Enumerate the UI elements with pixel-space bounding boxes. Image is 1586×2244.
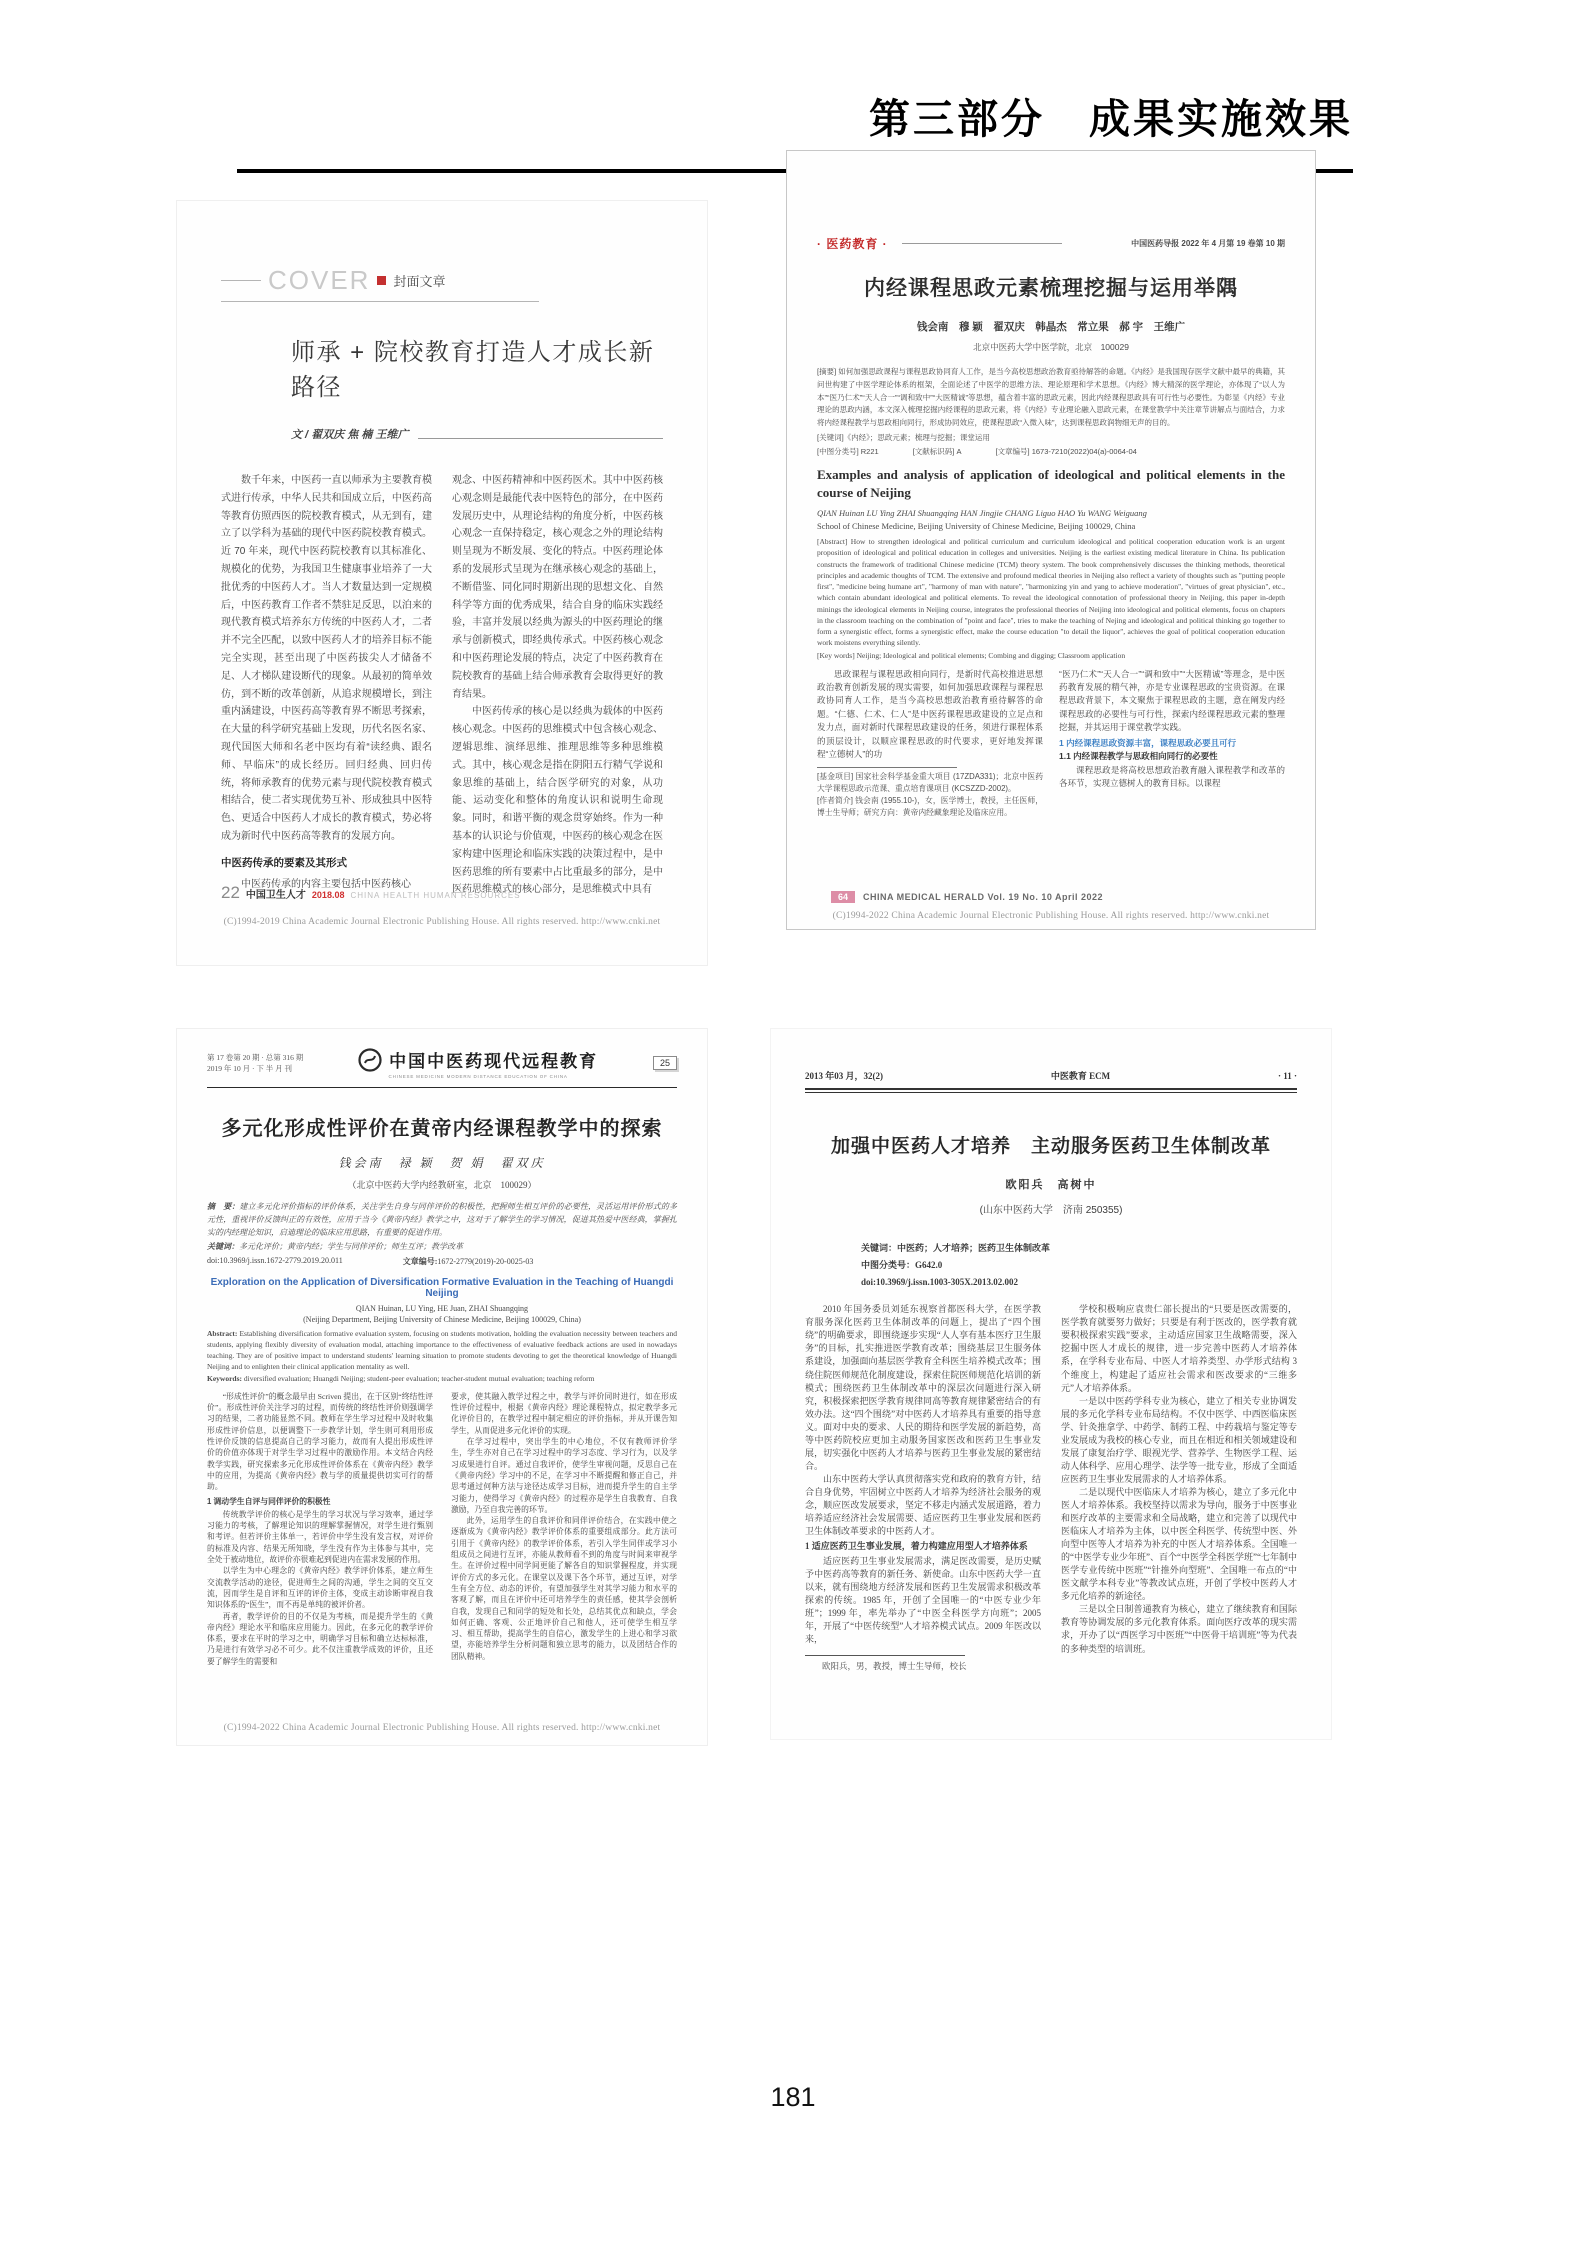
abstract-cn [207,1201,677,1239]
footer-page-badge: 64 [831,891,855,903]
affiliation-en: (Neijing Department, Beijing University of Chinese Medicine, Beijing 100029, China) [303,1315,581,1325]
article-body [221,472,663,922]
abstract-en-text: Establishing diversification formative evaluation system, focusing on students motivation, holding the evaluation necessity between teachers and students, applying flexibly diversity of evaluation modal, attaching importance to the effectiveness of evaluative feedback actions are used in nowadays teaching. They are of positive impact to understand students' learning situation to promote students devoting to get the theoretical knowledge of Huangdi Neijing and to enlighten their clinical application mentality as well. [207,1329,677,1372]
body-paragraph: 适应医药卫生事业发展需求，满足医改需要，是历史赋予中医药高等教育的新任务、新使命。山东中医药大学一直以来，就有围绕地方经济发展和医药卫生发展需求积极改革探索的传统。1985 年，开创了全国唯一的“中医专业少年班”；1999 年，率先举办了“中医全科医学方向班”；2005 年，开展了“中医传统型”人才培养模式试点。2009 年医改以来， [805,1556,1041,1645]
article-number [403,1256,534,1267]
article-number: [文章编号] 1673-7210(2022)04(a)-0064-04 [995,446,1137,456]
authors: 钱会南 禄 颖 贺 娟 翟双庆 [338,1156,546,1170]
cover-label: COVER [268,265,371,295]
authors: 钱会南 穆 颖 翟双庆 韩晶杰 常立果 郝 宇 王维广 [916,321,1186,333]
body-paragraph: 思政课程与课程思政相向同行，是新时代高校推进思想政治教育创新发展的现实需要，如何加强思政课程与课程思政协同育人工作，是当今高校思想政治教育亟待解答的命题。“仁德、仁术、仁人”是中医药课程思政建设的立足点和发力点，面对新时代课程思政建设的任务，须进行课程体系的顶层设计，以顺应课程思政的时代要求，更好地发挥课程“立德树人”的功 [817,668,1043,760]
body-paragraph: 一是以中医药学科专业为核心，建立了相关专业协调发展的多元化学科专业布局结构。不仅中医学、中西医临床医学、针灸推拿学、中药学、制药工程、中药栽培与鉴定等专业发展成为我校的核心专业，而且在相近和相关领域建设和发展了康复治疗学、眼视光学、营养学、生物医学工程、运动人体科学、应用心理学、法学等一批专业，形成了全面适应医药卫生事业发展需求的人才培养体系。 [1061,1395,1297,1484]
affiliation: 北京中医药大学中医学院，北京 100029 [973,342,1129,352]
journal-name: 中国中医药现代远程教育 [389,1052,599,1071]
body-column-2 [452,472,663,922]
copyright-line: (C)1994-2019 China Academic Journal Electronic Publishing House. All rights reserved. http://www.cnki.net [223,917,661,927]
body-column-1 [817,668,1043,828]
keywords-cn: [关键词]《内经》；思政元素；梳理与挖掘；课堂运用 [817,432,990,442]
footnote-divider [805,1655,965,1656]
article-title: 多元化形成性评价在黄帝内经课程教学中的探索 [221,1118,663,1140]
body-paragraph: 观念、中医药精神和中医药医术。其中中医药核心观念则是最能代表中医特色的部分，在中医药发展历史中，从理论结构的角度分析，中医药核心观念一直保持稳定，核心观念之外的理论结构则呈现为不断发展、变化的特点。中医药理论体系的发展形式呈现为在继承核心观念的基础上，不断借鉴、同化同时期新出现的思想文化、自然科学等方面的优秀成果，结合自身的临床实践经验，丰富并发展以经典为源头的中医药理论的继承与创新模式，即经典传承式。中医药核心观念和中医药理论发展的特点，决定了中医药教育在院校教育的基础上结合师承教育会取得更好的教育结果。 [452,475,663,700]
clc-number: [中图分类号] R221 [817,446,879,456]
authors: 欧阳兵 高树中 [1005,1179,1097,1191]
keywords-text: 多元化评价；黄帝内经；学生与同伴评价；师生互评；教学改革 [239,1242,463,1252]
page-number: 22 [221,883,240,902]
body-column-1 [805,1303,1041,1727]
header-rule [207,1087,677,1088]
body-paragraph: 三是以全日制普通教育为核心，建立了继续教育和国际教育等协调发展的多元化教育体系。面向医疗改革的现实需求，开办了以“西医学习中医班”“中医骨干培训班”等为代表的多种类型的培训班。 [1061,1604,1297,1654]
clc-number: 中图分类号：G642.0 [861,1260,943,1271]
article-body [207,1391,677,1683]
abstract-en [207,1329,677,1373]
body-paragraph: 以学生为中心理念的《黄帝内经》教学评价体系，建立师生交流教学活动的途径，促进师生之间的沟通，学生之间的交互交流，因而学生是自评和互评的评价主体，变成主动诊断审视自我知识体系的“医生”，而不再是单纯的被评价者。 [207,1566,433,1610]
body-paragraph: 中医药传承的核心是以经典为载体的中医药核心观念。中医药的思维模式中包含核心观念、逻辑思维、演绎思维、推理思维等多种思维模式。其中，核心观念是指在阴阳五行精气学说和象思维的基础上，结合医学研究的对象，从功能、运动变化和整体的角度认识和说明生命现象。同时，和谐平衡的观念贯穿始终。作为一种基本的认识论与价值观，中医药的核心观念在医家构建中医理论和临床实践的决策过程中，是中医药思维的所有要素中占比重最多的部分，是中医药思维模式的核心部分，是思维模式中具有 [452,706,663,896]
volume-line-1: 第 17 卷第 20 期 · 总第 316 期 [207,1052,304,1062]
body-paragraph: 中医药传承的内容主要包括中医药核心 [241,879,411,891]
journal-name-en: CHINA HEALTH HUMAN RESOURCES [350,891,521,900]
article-thumbnail-1 [176,200,708,966]
article-title: 师承 + 院校教育打造人才成长新路径 [291,339,655,401]
volume-info [207,1052,303,1075]
article-thumbnail-3 [176,1028,708,1746]
header-divider [902,243,1062,244]
abstract-en: [Abstract] How to strengthen ideological and political curriculum and curriculum ideological and political cooperation education work is an urgent proposition of ideological and political education in colleges and universities. Neijing is the earliest existing medical literature in China. Its publication constructs the framework of traditional Chinese medicine (TCM) theory system. The book comprehensively discusses the thinking methods, theoretical principles and academic thoughts of TCM. The extensive and profound medical theories in Neijing also reflect a variety of thoughts such as "putting people first", "medicine being humane art", "harmony of man with nature", "harmonizing yin and yang to achieve moderation", "virtues of great physician", etc., which contain abundant ideological and political elements. To reveal the ideological connotation of professional theory in Neijing, this paper in-depth minings the ideological elements in Neijing course, integrates the professional theories of Neijing into ideological and political elements, focus on chapters in the classroom teaching on the combination of "point and face", tries to make the teaching of Nejing and ideological and political thinking go together to form a synergistic effect, forms a synergistic effect, make the course education "to detail the liquor", achieves the goal of political cooperation education work moistens everything silently. [817,537,1285,648]
classification-row [817,446,1285,457]
section-label: 封面文章 [393,274,446,289]
journal-header [207,1047,677,1079]
keywords-cn [207,1241,677,1252]
keywords-en: [Key words] Neijing; Ideological and political elements; Combing and digging; Classroom application [817,650,1126,660]
body-paragraph: 数千年来，中医药一直以师承为主要教育模式进行传承，中华人民共和国成立后，中医药高等教育仿照西医的院校教育模式，从无到有，建立了以学科为基础的现代中医药院校教育模式。近 70 年来，现代中医药院校教育以其标准化、规模化的优势，为我国卫生健康事业培养了一大批优秀的中医药人才。当人才数量达到一定规模后，中医药教育工作者不禁驻足反思，以泊来的现代教育模式培养东方传统的中医药人才，二者并不完全匹配，以致中医药人才的培养目标不能完全实现，甚至出现了中医药拔尖人才储备不足、人才梯队建设断代的现象。从最初的简单效仿，到不断的改革创新，从追求规模增长，到注重内涵建设，中医药高等教育界不断思考探索，在大量的科学研究基础上发现，历代名医名家、现代国医大师和名老中医均有着“读经典、跟名师、早临床”的成长经历。回归经典、回归传统，将师承教育的优势元素与现代院校教育模式相结合，使二者实现优势互补、形成独具中医特色、更适合中医药人才成长的教育模式，势必将成为新时代中医药高等教育的发展方向。 [221,475,432,842]
body-column-2 [1061,1303,1297,1727]
affiliation: (山东中医药大学 济南 250355) [979,1205,1123,1216]
authors-en: QIAN Huinan, LU Ying, HE Juan, ZHAI Shuangqing [355,1304,529,1314]
doi: doi:10.3969/j.issn.1003-305X.2013.02.002 [861,1277,1019,1288]
magazine-masthead [221,265,539,302]
body-paragraph: 再者，教学评价的目的不仅是为考核，而是提升学生的《黄帝内经》理论水平和临床应用能力。因此，在多元化的教学评价体系，要求在平时的学习之中，明确学习目标和确立达标标准，乃是进行有效学习必不可少。此不仅注重教学成效的评价，且还要了解学生的需要和 [207,1611,433,1666]
byline-text: 文 / 翟双庆 焦 楠 王维广 [291,429,409,441]
abstract-cn: [摘要] 如何加强思政课程与课程思政协同育人工作，是当今高校思想政治教育亟待解答的命题。《内经》是我国现存医学文献中最早的典籍，其问世构建了中医学理论体系的框架，全面论述了中医学的思维方法、理论原理和学术思想。《内经》博大精深的医学理论，亦体现了“以人为本”“医乃仁术”“天人合一”“调和致中”“大医精诚”等思想，蕴含着丰富的思政元素，因此内经课程思政具有可行性与必要性。为彰显《内经》专业理论的思政内涵，本文深入梳理挖掘内经课程的思政元素，将《内经》专业理论融入思政元素，在课堂教学中关注章节讲解点与面结合，力求将内经课程教学与思政相向同行，形成协同效应，使课程思政“入微入味”，达到课程思政润物细无声的目的。 [817,367,1285,427]
section-title: 第三部分 成果实施效果 [869,96,1353,142]
keywords-en-label: Keywords: [207,1373,242,1383]
doi: doi:10.3969/j.issn.1672-2779.2019.20.011 [207,1256,343,1266]
authors-en: QIAN Huinan LU Ying ZHAI Shuangqing HAN Jingjie CHANG Liguo HAO Yu WANG Weiguang [817,508,1147,519]
article-title: 加强中医药人才培养 主动服务医药卫生体制改革 [830,1136,1271,1157]
abstract-text: 建立多元化评价指标的评价体系，关注学生自身与同伴评价的积极性，把握师生相互评价的必要性，灵活运用评价形式的多元性，重视评价反馈纠正的有效性，应用于当今《黄帝内经》教学之中，这对于了解学生的学习情况，促进其热爱中医经典，掌握扎实的内经理论知识，启迪理论的临床应用思路，有重要的促进作用。 [207,1202,677,1237]
body-paragraph: 学校积极响应袁贵仁部长提出的“只要是医改需要的，医学教育就要努力做好；只要是有利于医改的，医学教育就要积极探索实践”要求，主动适应国家卫生战略需要，深入挖掘中医人才成长的规律，进一步完善中医药人才培养体系，在学科专业布局、中医人才培养类型、办学形式结构 3 个维度上，构建起了适应社会需求和医改要求的“三维多元”人才培养体系。 [1061,1304,1297,1393]
issue-label: 2018.08 [311,890,345,900]
section-heading-1: 1 调动学生自评与同伴评价的积极性 [207,1496,331,1506]
body-column-2 [1059,668,1285,828]
article-number-label: 文章编号: [402,1257,438,1267]
article-title: 内经课程思政元素梳理挖掘与运用举隅 [864,277,1238,300]
abstract-label: 摘 要： [207,1202,240,1211]
body-paragraph: 2010 年国务委员刘延东视察首都医科大学，在医学教育服务深化医药卫生体制改革的问题上，提出了“四个围绕”的明确要求，即围绕逐步实现“人人享有基本医疗卫生服务”的目标，扎实推进医学教育改革；围绕基层卫生服务体系建设，加强面向基层医学教育全科医生培养模式改革；围绕住院医师规范化制度建设，探索住院医师规范化培训的新模式；围绕医药卫生体制改革中的深层次问题进行深入研究，积极探索把医学教育规律同高等教育规律紧密结合的有效办法。这“四个围绕”对中医药人才培养具有重要的指导意义。面对中央的要求、人民的期待和医学发展的新趋势，高等中医药院校应更加主动服务国家医改和医药卫生事业发展，切实强化中医药人才培养与医药卫生事业发展的紧密结合。 [805,1304,1041,1471]
journal-footer [831,891,1103,903]
keywords-cn: 关键词：中医药；人才培养；医药卫生体制改革 [861,1243,1051,1253]
article-meta [861,1240,1297,1291]
copyright-line: (C)1994-2022 China Academic Journal Electronic Publishing House. All rights reserved. http://www.cnki.net [223,1723,661,1733]
copyright-line: (C)1994-2022 China Academic Journal Electronic Publishing House. All rights reserved. http://www.cnki.net [832,911,1270,921]
byline-rule [418,438,663,439]
abstract-en-label: Abstract: [207,1329,238,1339]
issue-date: 2013 年03 月，32(2) [805,1071,883,1081]
journal-name-en: CHINESE MEDICINE MODERN DISTANCE EDUCATION OF CHINA [388,1074,568,1079]
article-title-en: Exploration on the Application of Diversification Formative Evaluation in the Teaching of Huangdi Neijing [210,1277,674,1300]
article-title-en: Examples and analysis of application of ideological and political elements in the course of Neijing [817,466,1285,500]
journal-logo-icon [358,1048,382,1072]
author-footnote: 欧阳兵，男，教授，博士生导师，校长 [822,1660,967,1671]
body-subheading: 中医药传承的要素及其形式 [221,856,347,869]
report-page-number: 181 [770,2082,816,2112]
article-body [817,668,1285,828]
page-number-badge: 25 [653,1056,677,1070]
journal-name: 中国卫生人才 [245,890,306,901]
body-paragraph: 二是以现代中医临床人才培养为核心，建立了多元化中医人才培养体系。我校坚持以需求为导向，服务于中医事业和医疗改革的主要需求和全局战略，建立和完善了以现代中医临床人才培养为主体，以中医全科医学、传统型中医、外向型中医等人才培养为补充的中医人才培养体系。全国唯一的“中医学专业少年班”、百个“中医学全科医学班”“七年制中医学专业传统中医班”“针推外向型班”、全国唯一布点的“中医文献学本科专业”等教改试点班，开创了学校中医药人才多元化培养的新途径。 [1061,1486,1297,1602]
header-double-rule [805,1088,1297,1093]
footnote-divider [817,767,957,768]
affiliation: （北京中医药大学内经教研室，北京 100029） [347,1180,537,1190]
journal-issue-info: 中国医药导报 2022 年 4 月第 19 卷第 10 期 [1131,239,1285,248]
body-paragraph: “形成性评价”的概念最早由 Scriven 提出，在于区别“终结性评价”。形成性评价关注学习的过程，而传统的终结性评价则强调学习的结果，二者功能显然不同。教师在学生学习过程中及时收集形成性评价信息，以便调整下一步教学计划，学生则可利用形成性评价反馈的信息提高自己的学习能力，故而有人提出形成性评价的价值亦体现于对学生学习过程中的激励作用。本文结合内经教学实践，研究探索多元化形成性评价体系在《黄帝内经》教学中的应用，为提高《黄帝内经》教与学的质量提供切实可行的帮助。 [207,1391,433,1492]
affiliation-en: School of Chinese Medicine, Beijing University of Chinese Medicine, Beijing 100029, China [817,521,1136,532]
author-bio-note: [作者简介] 钱会南 (1955.10-)，女，医学博士，教授，主任医师，博士生导师；研究方向：黄帝内经藏象理论及临床应用。 [817,795,1043,817]
journal-footer [221,883,521,903]
keywords-en [207,1374,677,1383]
keywords-label: 关键词： [207,1242,239,1252]
body-paragraph: 在学习过程中，突出学生的中心地位，不仅有教师评价学生，学生亦对自己在学习过程中的学习态度、学习行为，以及学习成果进行自评。通过自我评价，使学生审视问题，反思自己在《黄帝内经》学习中的不足，在学习中不断提醒和修正自己，并思考通过何种方法与途径达成学习目标，进而提升学生的自主学习能力，使得学习《黄帝内经》的过程亦是学生自我教育、自我激励，乃至自我完善的环节。 [451,1437,677,1514]
fund-note: [基金项目] 国家社会科学基金重大项目 (17ZDA331)；北京中医药大学课程思政示范课、重点培育课项目 (KCSZZD-2002)。 [817,771,1043,793]
article-thumbnail-2 [786,150,1316,930]
keywords-en-text: diversified evaluation; Huangdi Neijing; student-peer evaluation; teacher-student mutual evaluation; teaching reform [242,1373,595,1383]
volume-line-2: 2019 年 10 月 · 下 半 月 刊 [207,1064,292,1073]
doi-row [207,1256,677,1267]
journal-header [817,235,1285,252]
body-paragraph: 山东中医药大学认真贯彻落实党和政府的教育方针，结合自身优势，牢固树立中医药人才培养为经济社会服务的观念，顺应医改发展要求，坚定不移走内涵式发展道路，着力培养适应经济社会发展需要、适应医药卫生事业发展和医药卫生体制改革要求的中医药人才。 [805,1473,1041,1537]
body-column-1 [207,1391,433,1683]
article-body [805,1303,1297,1727]
body-paragraph: 此外，运用学生的自我评价和同伴评价结合，在实践中使之逐渐成为《黄帝内经》教学评价体系的重要组成部分。此方法可引用于《黄帝内经》的教学评价体系，若引入学生同伴或学习小组成员之间进行互评，亦能从教师看不到的角度与时间来审视学生。在评价过程中同学间更能了解各自的知识掌握程度，并实现评价方式的多元化。在课堂以及课下各个环节，通过互评，对学生有全方位、动态的评价，有望加强学生对其学习能力和水平的客观了解，而且在评价中还可培养学生的责任感，使其学会剖析自我，发现自己和同学的短处和长处，总结其优点和缺点，学会如何正确、客观、公正地评价自己和他人，还可使学生相互学习、相互帮助，提高学生的自信心，激发学生的上进心和学习欲望，亦能培养学生分析问题和独立思考的能力，以及团结合作的团队精神。 [451,1516,677,1661]
document-code: [文献标识码] A [912,446,962,456]
page-number: · 11 · [1277,1071,1297,1081]
section-heading-1-1: 1.1 内经课程教学与思政相向同行的必要性 [1059,751,1218,762]
article-number-value: 1672-2779(2019)-20-0025-03 [437,1257,534,1267]
journal-name: 中医教育 ECM [1050,1071,1111,1081]
section-heading-1: 1 内经课程思政资源丰富，课程思政必要且可行 [1059,737,1237,748]
journal-footer-text: CHINA MEDICAL HERALD Vol. 19 No. 10 April 2022 [863,892,1104,902]
body-paragraph: 传统教学评价的核心是学生的学习状况与学习效率，通过学习能力的考核，了解理论知识的理解掌握情况，对学生进行甄别和考评。但若评价主体单一，若评价中学生没有发言权，对评价的标准及内容、结果无所知晓，学生没有作为主体参与其中，完全处于被动地位，故评价亦很难起到促进内在需求发展的作用。 [207,1509,433,1565]
section-heading-1: 1 适应医药卫生事业发展，着力构建应用型人才培养体系 [805,1541,1028,1552]
body-paragraph: 要求，使其融入教学过程之中，教学与评价同时进行，如在形成性评价过程中，根据《黄帝内经》理论课程特点，拟定教学多元化评价目的，在教学过程中制定相应的评价指标，并从开课告知学生，从而促进多元化评价的实现。 [451,1391,677,1435]
red-square-icon [377,276,386,285]
journal-header [805,1069,1297,1082]
body-column-1 [221,472,432,922]
column-label: · 医药教育 · [817,237,888,251]
byline [291,426,663,442]
body-paragraph: “医乃仁术”“天人合一”“调和致中”“大医精诚”等理念，是中医药教育发展的精气神，亦是专业课程思政的宝贵资源。在课程思政背景下，本文聚焦于课程思政的主题，意在阐发内经课程思政的必要性与可行性，探索内经课程思政元素的整理挖掘，并其运用于课堂教学实践。 [1059,668,1285,733]
body-paragraph: 课程思政是将高校思想政治教育融入课程教学和改革的各环节，实现立德树人的教育目标。以课程 [1059,764,1285,788]
masthead-lead-line [221,280,261,281]
body-column-2 [451,1391,677,1683]
journal-brand [358,1047,598,1079]
article-thumbnail-4 [770,1028,1332,1740]
